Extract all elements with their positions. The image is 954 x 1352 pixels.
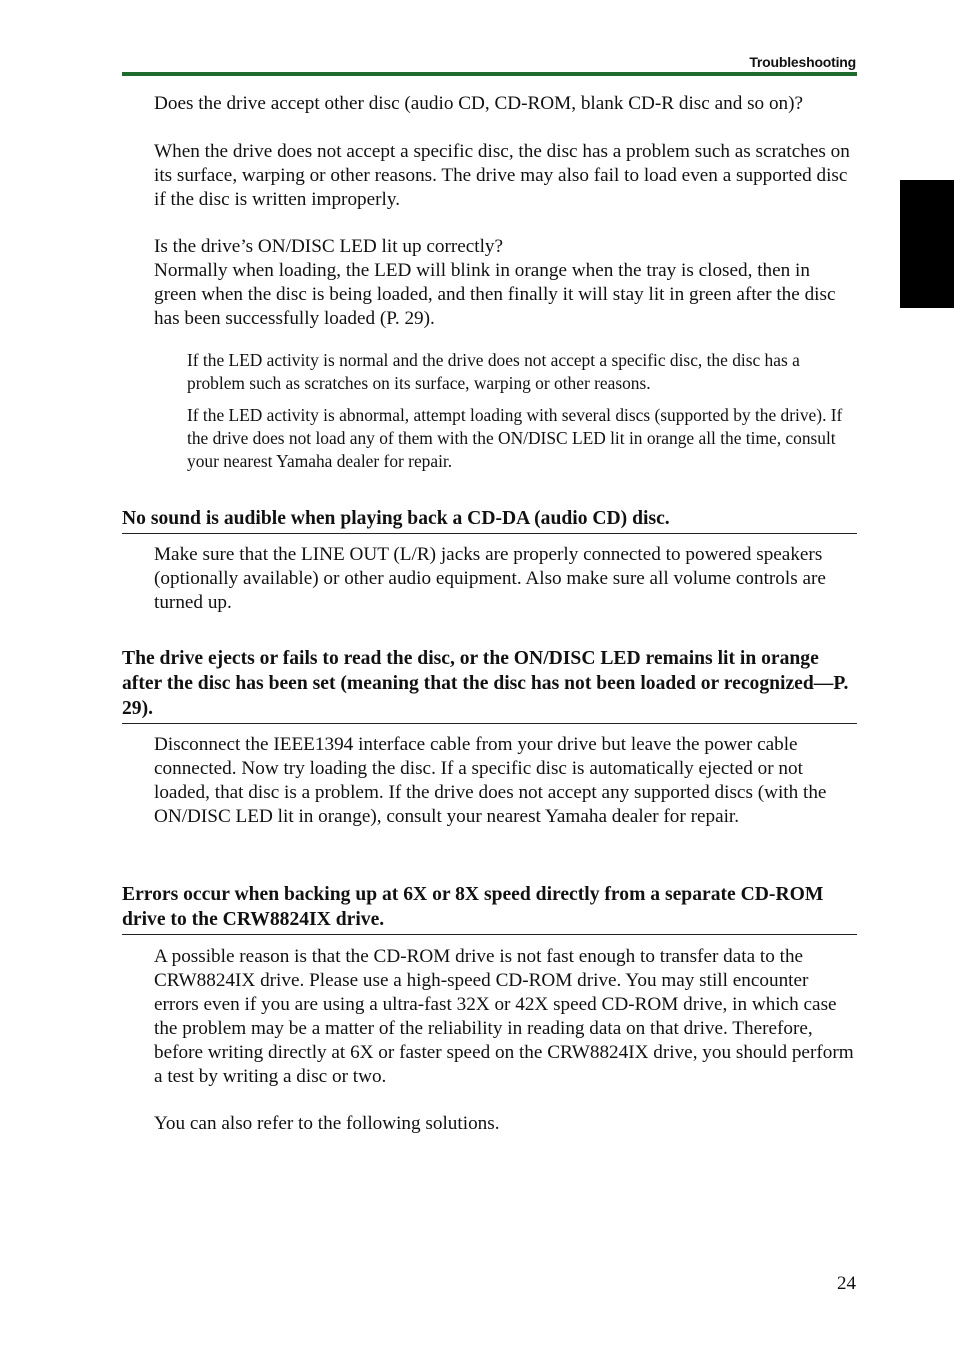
header-rule <box>122 72 857 76</box>
heading-no-sound: No sound is audible when playing back a CD-DA (audio CD) disc. <box>122 506 857 534</box>
backup-errors-footer: You can also refer to the following solutions. <box>154 1113 500 1134</box>
q2-note-abnormal: If the LED activity is abnormal, attempt loading with several discs (supported by the drive). If the drive does not load any of them with the ON/DISC LED lit in orange all the time, consult your nearest Yamaha dealer for repair. <box>187 405 843 471</box>
heading-backup-errors: Errors occur when backing up at 6X or 8X speed directly from a separate CD-ROM drive to the CRW8824IX drive. <box>122 882 857 935</box>
q1-answer: When the drive does not accept a specific disc, the disc has a problem such as scratches on its surface, warping or other reasons. The drive may also fail to load even a supported disc if the disc is written improperly. <box>154 141 850 210</box>
q1-question: Does the drive accept other disc (audio CD, CD-ROM, blank CD-R disc and so on)? <box>154 93 804 114</box>
q2-note-normal: If the LED activity is normal and the drive does not accept a specific disc, the disc has a problem such as scratches on its surface, warping or other reasons. <box>187 350 800 393</box>
running-header: Troubleshooting <box>749 54 856 70</box>
chapter-thumb-tab <box>900 180 954 308</box>
q2-question: Is the drive’s ON/DISC LED lit up correctly? <box>154 236 504 257</box>
heading-drive-ejects: The drive ejects or fails to read the disc, or the ON/DISC LED remains lit in orange after the disc has been set (meaning that the disc has not been loaded or recognized—P. 29). <box>122 646 857 724</box>
page-number: 24 <box>837 1273 856 1294</box>
backup-errors-body: A possible reason is that the CD-ROM drive is not fast enough to transfer data to the CRW8824IX drive. Please use a high-speed CD-ROM drive. You may still encounter errors even if you are using a ultra-fast 32X or 42X speed CD-ROM drive, in which case the problem may be a matter of the reliability in reading data on that drive. Therefore, before writing directly at 6X or faster speed on the CRW8824IX drive, you should perform a test by writing a disc or two. <box>154 946 854 1087</box>
no-sound-body: Make sure that the LINE OUT (L/R) jacks are properly connected to powered speakers (optionally available) or other audio equipment. Also make sure all volume controls are turned up. <box>154 544 826 613</box>
q2-answer: Normally when loading, the LED will blink in orange when the tray is closed, then in green when the disc is being loaded, and then finally it will stay lit in green after the disc has been successfully loaded (P. 29). <box>154 260 836 329</box>
drive-ejects-body: Disconnect the IEEE1394 interface cable from your drive but leave the power cable connected. Now try loading the disc. If a specific disc is automatically ejected or not loaded, that disc is a problem. If the drive does not accept any supported discs (with the ON/DISC LED lit in orange), consult your nearest Yamaha dealer for repair. <box>154 734 827 827</box>
